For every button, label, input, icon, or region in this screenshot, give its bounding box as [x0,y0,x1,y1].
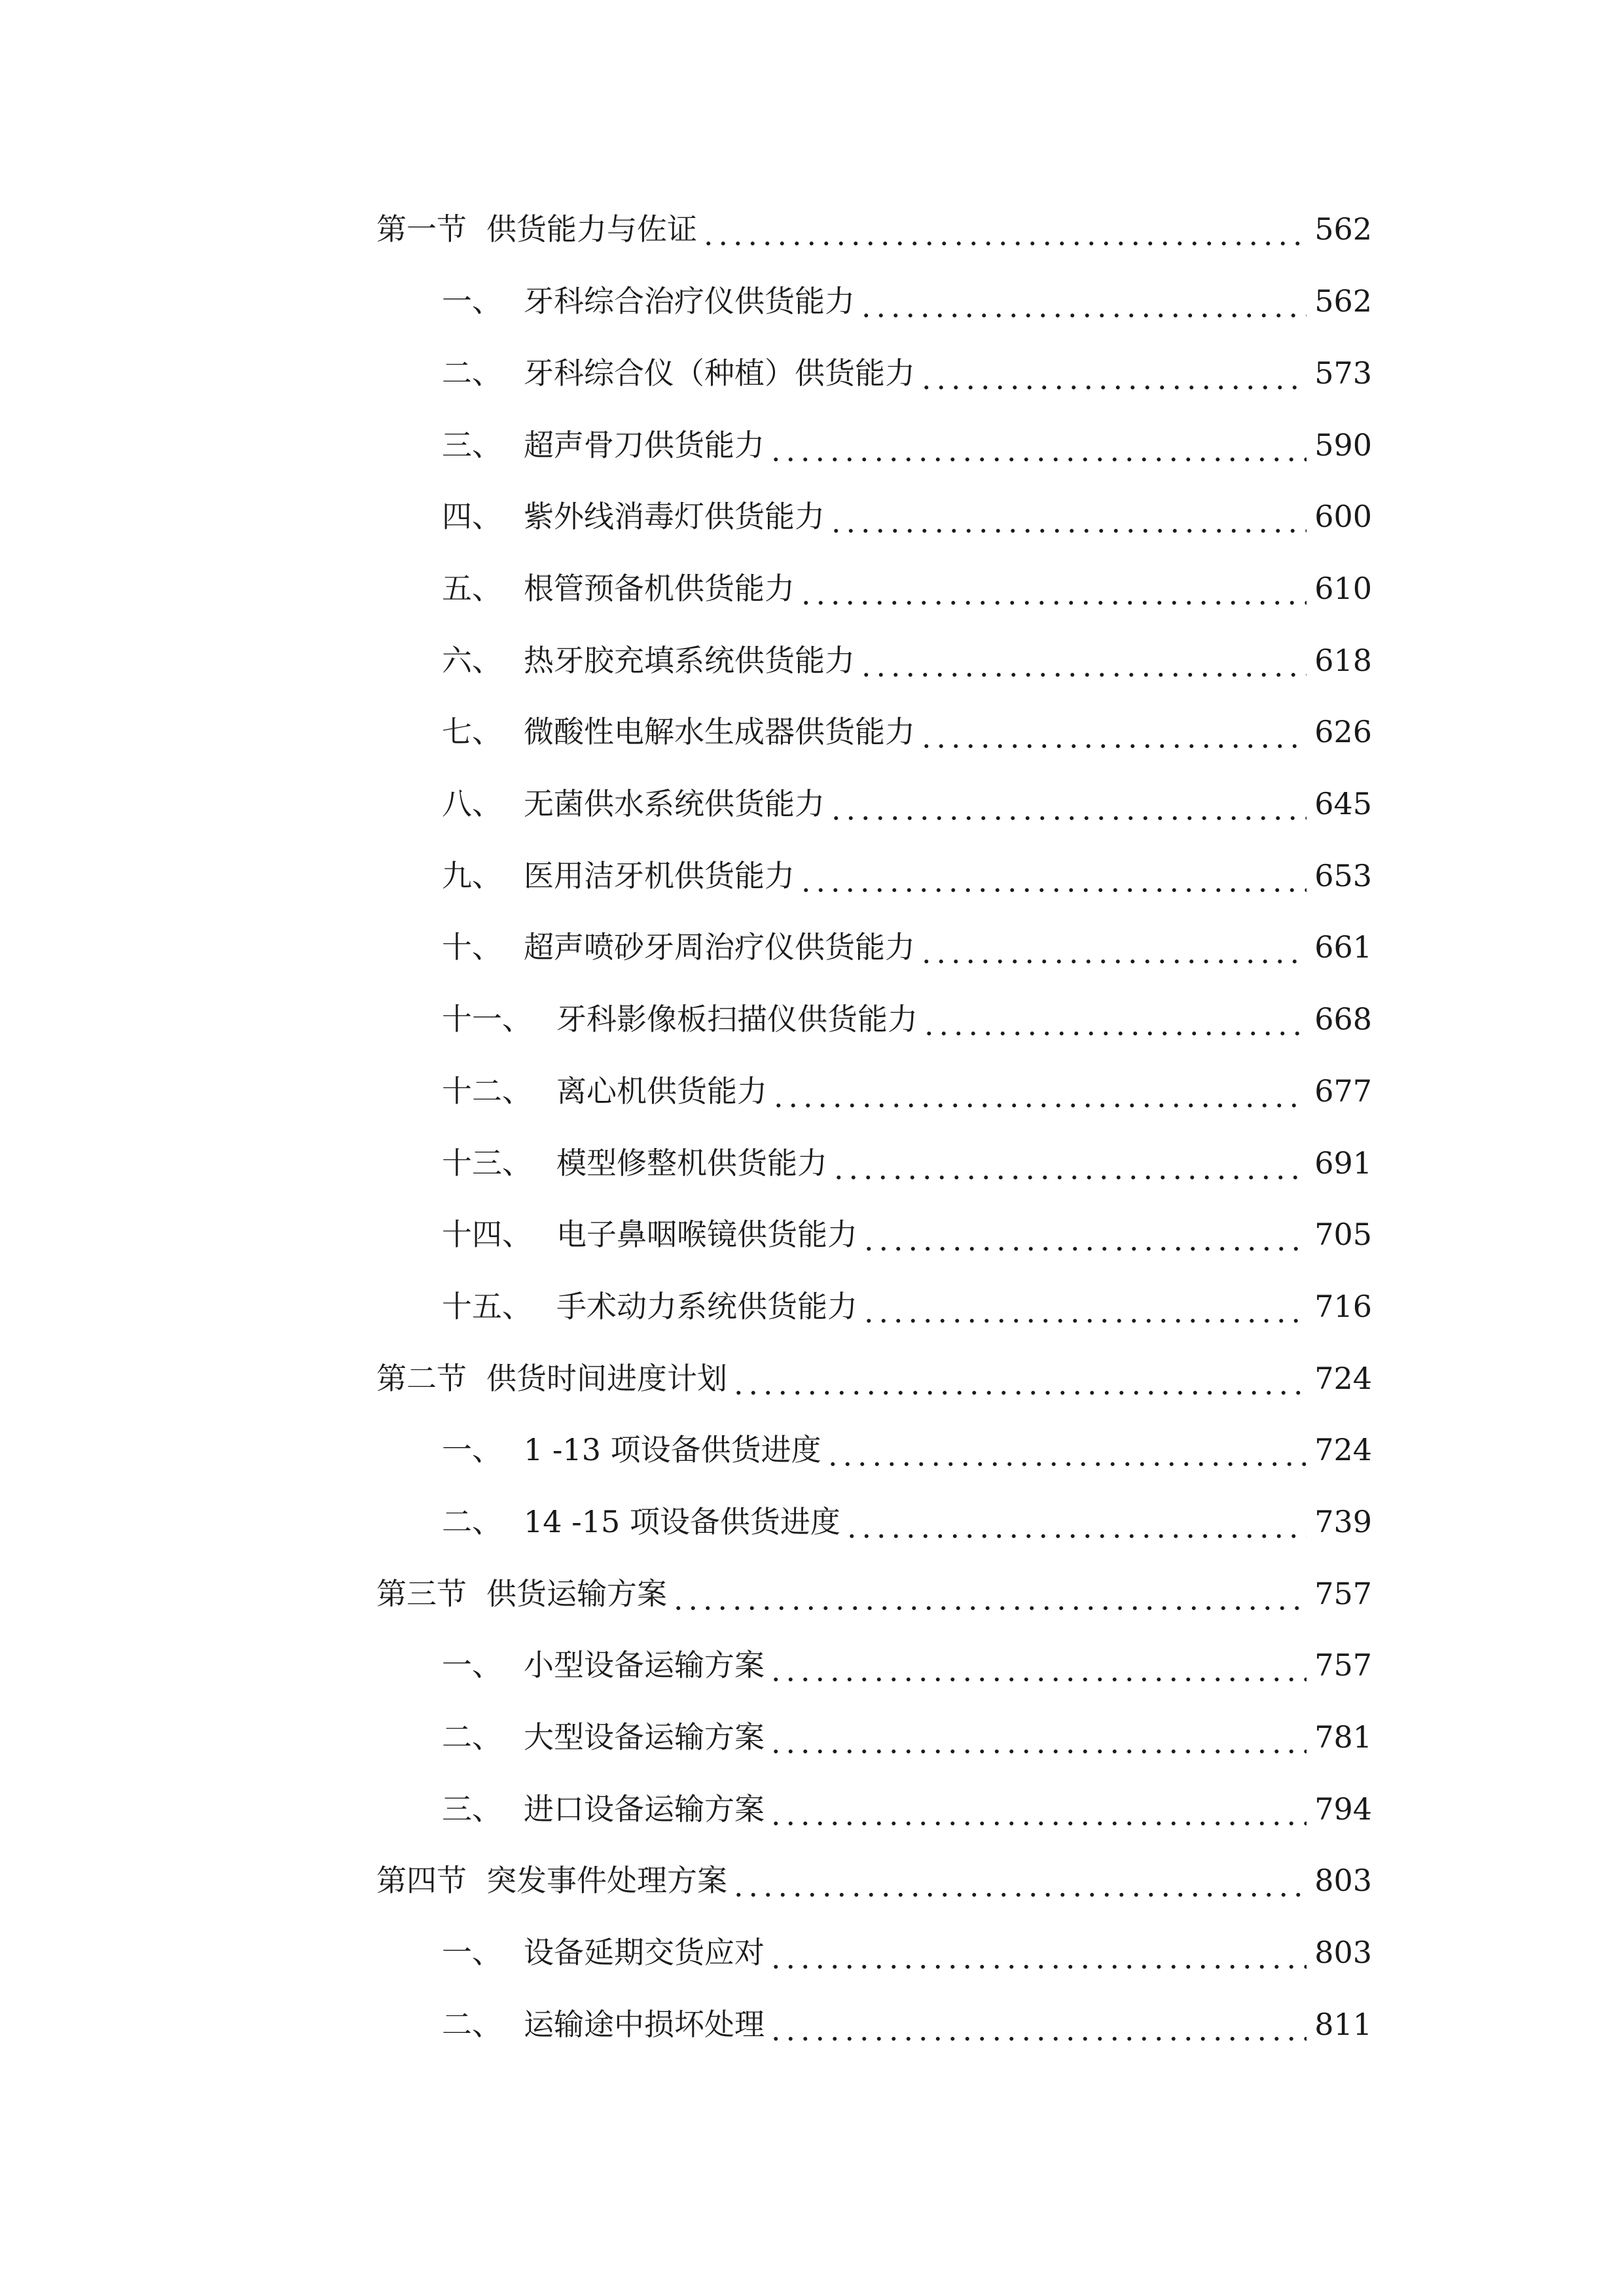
item-title: 进口设备运输方案 [524,1791,765,1827]
toc-item-entry[interactable] [442,778,1372,830]
item-title: 模型修整机供货能力 [556,1145,827,1181]
page-number: 653 [1314,858,1372,893]
page-number: 781 [1314,1719,1372,1755]
toc-section-entry[interactable] [376,1568,1372,1620]
item-number: 一、 [442,1935,502,1970]
item-number: 三、 [442,1791,502,1827]
dot-leader [768,1998,1307,2051]
entry-label [376,1568,667,1620]
page-number: 677 [1314,1073,1372,1109]
toc-item-entry[interactable] [442,275,1372,327]
page-number: 757 [1314,1576,1372,1611]
entry-label [442,1065,767,1117]
toc-item-entry[interactable] [442,634,1372,687]
page-number: 705 [1314,1217,1372,1252]
toc-item-entry[interactable] [442,850,1372,902]
page-number: 716 [1314,1289,1372,1324]
item-number: 九、 [442,858,502,893]
section-title: 供货运输方案 [486,1576,667,1611]
dot-leader [799,562,1307,615]
toc-item-entry[interactable] [442,1137,1372,1189]
toc-item-entry[interactable] [442,1280,1372,1333]
dot-leader [861,1280,1307,1333]
item-number: 十一、 [442,1001,532,1037]
entry-label [442,1639,765,1691]
item-number: 五、 [442,571,502,606]
toc-section-entry[interactable] [376,1854,1372,1907]
item-title: 牙科综合治疗仪供货能力 [524,283,855,319]
toc-item-entry[interactable] [442,706,1372,758]
section-title: 突发事件处理方案 [486,1863,727,1898]
page-number: 794 [1314,1791,1372,1827]
toc-item-entry[interactable] [442,1711,1372,1763]
entry-label [442,1424,821,1476]
entry-label [442,1926,765,1979]
item-number: 十四、 [442,1217,532,1252]
entry-label [442,1998,765,2051]
entry-label [442,1711,765,1763]
toc-item-entry[interactable] [442,1639,1372,1691]
item-title: 无菌供水系统供货能力 [524,786,825,821]
item-title: 超声喷砂牙周治疗仪供货能力 [524,929,915,965]
item-number: 八、 [442,786,502,821]
entry-label [442,778,825,830]
item-title: 14 -15 项设备供货进度 [524,1504,840,1539]
section-number: 第一节 [376,211,467,247]
item-number: 二、 [442,1719,502,1755]
page-number: 739 [1314,1504,1372,1539]
entry-label [442,490,825,543]
item-number: 十三、 [442,1145,532,1181]
entry-label [376,1352,727,1405]
dot-leader [731,1352,1307,1405]
entry-label [442,706,915,758]
page-number: 562 [1314,211,1372,247]
dot-leader [701,203,1307,255]
entry-label [442,1137,827,1189]
dot-leader [859,634,1307,687]
page-number: 590 [1314,427,1372,463]
dot-leader [919,706,1307,758]
item-title: 微酸性电解水生成器供货能力 [524,714,915,749]
toc-item-entry[interactable] [442,1065,1372,1117]
dot-leader [844,1496,1307,1548]
page-number: 724 [1314,1432,1372,1467]
toc-item-entry[interactable] [442,921,1372,973]
item-number: 一、 [442,1647,502,1683]
toc-item-entry[interactable] [442,1998,1372,2051]
item-title: 根管预备机供货能力 [524,571,795,606]
item-title: 牙科综合仪（种植）供货能力 [524,355,915,391]
toc-item-entry[interactable] [442,419,1372,471]
section-title: 供货时间进度计划 [486,1361,727,1396]
dot-leader [771,1065,1307,1117]
page-number: 600 [1314,499,1372,534]
dot-leader [799,850,1307,902]
section-number: 第二节 [376,1361,467,1396]
section-number: 第三节 [376,1576,467,1611]
page-number: 573 [1314,355,1372,391]
item-title: 大型设备运输方案 [524,1719,765,1755]
toc-item-entry[interactable] [442,1496,1372,1548]
item-number: 七、 [442,714,502,749]
item-number: 十、 [442,929,502,965]
item-title: 电子鼻咽喉镜供货能力 [556,1217,857,1252]
page-number: 645 [1314,786,1372,821]
page-number: 724 [1314,1361,1372,1396]
item-number: 二、 [442,2007,502,2042]
toc-item-entry[interactable] [442,1926,1372,1979]
item-number: 三、 [442,427,502,463]
entry-label [442,1208,857,1261]
entry-label [442,1496,840,1548]
page-number: 562 [1314,283,1372,319]
dot-leader [768,419,1307,471]
item-number: 一、 [442,283,502,319]
item-number: 十五、 [442,1289,532,1324]
dot-leader [922,993,1307,1045]
item-number: 十二、 [442,1073,532,1109]
item-number: 四、 [442,499,502,534]
toc-section-entry[interactable] [376,203,1372,255]
entry-label [442,921,915,973]
entry-label [442,850,795,902]
toc-item-entry[interactable] [442,347,1372,399]
item-number: 六、 [442,643,502,678]
dot-leader [825,1424,1307,1476]
item-title: 1 -13 项设备供货进度 [524,1432,821,1467]
page-number: 661 [1314,929,1372,965]
item-number: 二、 [442,355,502,391]
toc-item-entry[interactable] [442,562,1372,615]
toc-section-entry[interactable] [376,1352,1372,1405]
dot-leader [829,490,1307,543]
dot-leader [731,1854,1307,1907]
entry-label [442,1280,857,1333]
entry-label [442,562,795,615]
toc-item-entry[interactable] [442,1783,1372,1835]
dot-leader [859,275,1307,327]
dot-leader [768,1926,1307,1979]
toc-item-entry[interactable] [442,490,1372,543]
item-number: 二、 [442,1504,502,1539]
page-number: 803 [1314,1863,1372,1898]
section-title: 供货能力与佐证 [486,211,697,247]
dot-leader [919,921,1307,973]
toc-item-entry[interactable] [442,993,1372,1045]
item-title: 超声骨刀供货能力 [524,427,765,463]
item-number: 一、 [442,1432,502,1467]
page-number: 626 [1314,714,1372,749]
item-title: 医用洁牙机供货能力 [524,858,795,893]
section-number: 第四节 [376,1863,467,1898]
item-title: 设备延期交货应对 [524,1935,765,1970]
page-number: 757 [1314,1647,1372,1683]
toc-item-entry[interactable] [442,1424,1372,1476]
item-title: 小型设备运输方案 [524,1647,765,1683]
entry-label [442,419,765,471]
dot-leader [861,1208,1307,1261]
dot-leader [768,1639,1307,1691]
item-title: 离心机供货能力 [556,1073,767,1109]
item-title: 紫外线消毒灯供货能力 [524,499,825,534]
entry-label [376,203,697,255]
page-number: 668 [1314,1001,1372,1037]
entry-label [442,275,855,327]
entry-label [376,1854,727,1907]
dot-leader [768,1783,1307,1835]
dot-leader [671,1568,1307,1620]
page-number: 618 [1314,643,1372,678]
page-number: 811 [1314,2007,1372,2042]
entry-label [442,993,918,1045]
item-title: 热牙胶充填系统供货能力 [524,643,855,678]
entry-label [442,1783,765,1835]
item-title: 运输途中损坏处理 [524,2007,765,2042]
dot-leader [768,1711,1307,1763]
entry-label [442,634,855,687]
item-title: 牙科影像板扫描仪供货能力 [556,1001,918,1037]
page-number: 610 [1314,571,1372,606]
item-title: 手术动力系统供货能力 [556,1289,857,1324]
entry-label [442,347,915,399]
page-number: 691 [1314,1145,1372,1181]
dot-leader [831,1137,1307,1189]
toc-item-entry[interactable] [442,1208,1372,1261]
page-number: 803 [1314,1935,1372,1970]
dot-leader [829,778,1307,830]
dot-leader [919,347,1307,399]
